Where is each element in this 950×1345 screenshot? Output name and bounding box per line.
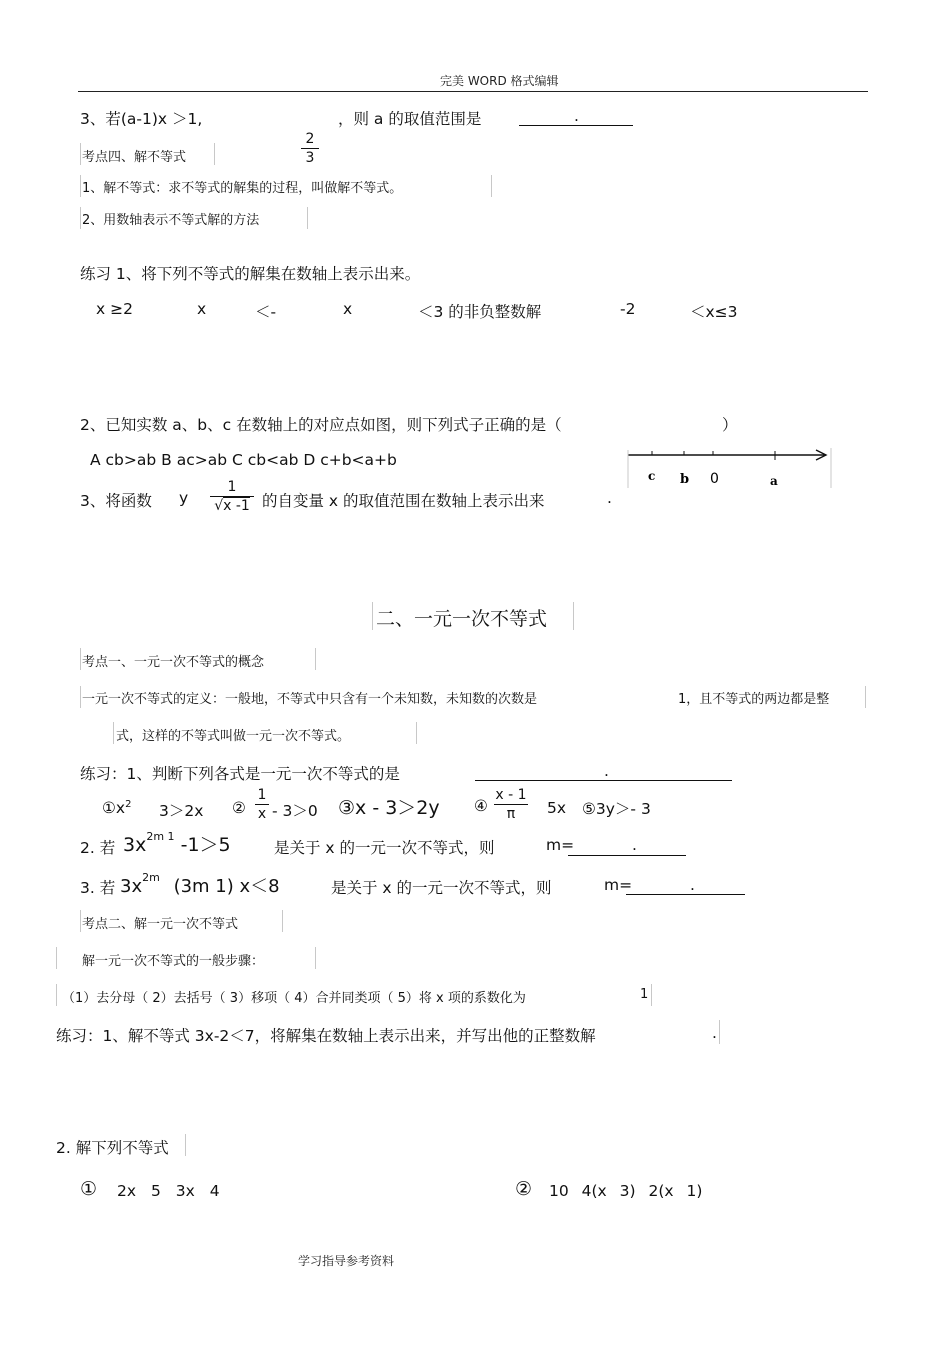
label-b: b xyxy=(680,472,690,487)
section2-title: 二、一元一次不等式 xyxy=(376,608,548,630)
ex3-prefix: 3. 若 xyxy=(80,879,116,897)
page-footer: 学习指导参考资料 xyxy=(298,1254,395,1268)
practice3-end: . xyxy=(607,489,612,507)
ex3-middle: 是关于 x 的一元一次不等式，则 xyxy=(331,879,552,897)
ex1-item4-frac xyxy=(494,787,528,822)
practice3-frac-den: x -1 xyxy=(223,498,250,514)
ex3-expr-base: 3x xyxy=(120,876,143,897)
ex2-middle: 是关于 x 的一元一次不等式，则 xyxy=(274,839,495,857)
ex1-item4-den: π xyxy=(506,806,516,822)
practice3-suffix: 的自变量 x 的取值范围在数轴上表示出来 xyxy=(262,492,545,510)
practice1-item-1: x ≥2 xyxy=(96,300,133,318)
q3-blank-dot: . xyxy=(574,107,579,125)
practice2-question: 2、已知实数 a、b、c 在数轴上的对应点如图，则下列式子正确的是（ xyxy=(80,416,562,434)
ex1-item3: ③x - 3＞2y xyxy=(338,797,440,819)
practice2-options: A cb>ab B ac>ab C cb<ab D c+b<a+b xyxy=(90,451,397,469)
ex1-intro: 练习：1、判断下列各式是一元一次不等式的是 xyxy=(80,765,400,783)
ex4-end: . xyxy=(712,1024,717,1042)
ex3-expr-sup: 2m xyxy=(142,871,160,884)
q3-fraction-bar xyxy=(301,148,319,149)
ex2-expr xyxy=(123,830,231,857)
point4-def1: 1、解不等式：求不等式的解集的过程，叫做解不等式。 xyxy=(82,181,403,196)
ex1-item1-rest: 3＞2x xyxy=(159,802,204,820)
ex5-b-expr: 10 4(x 3) 2(x 1) xyxy=(549,1182,703,1200)
ex3-expr xyxy=(120,872,280,898)
practice3-fraction xyxy=(210,479,254,514)
ex2-expr-base: 3x xyxy=(123,834,147,856)
label-c: c xyxy=(648,469,656,483)
ex1-item4: ④ xyxy=(474,797,488,815)
ex2-prefix: 2. 若 xyxy=(80,839,116,857)
ex3-dot: . xyxy=(690,876,695,894)
practice1-item-6: -2 xyxy=(620,300,636,318)
ex5-a-marker: ① xyxy=(80,1178,98,1200)
ex1-item1-base: ①x xyxy=(102,799,126,818)
point1-title: 考点一、一元一次不等式的概念 xyxy=(82,655,265,670)
definition-line2: 式，这样的不等式叫做一元一次不等式。 xyxy=(116,729,351,744)
ex1-item1-sup: 2 xyxy=(125,799,132,810)
practice3-y: y xyxy=(179,489,189,507)
definition-line1a: 一元一次不等式的定义：一般地，不等式中只含有一个未知数，未知数的次数是 xyxy=(82,692,538,707)
ex5-a-expr: 2x 5 3x 4 xyxy=(117,1182,220,1200)
ex1-dot: . xyxy=(604,762,609,780)
ex2-expr-rest: -1＞5 xyxy=(180,834,231,856)
practice1-item-4: x xyxy=(343,300,353,318)
practice1-item-2: x xyxy=(197,300,207,318)
ex1-item2-rest: - 3＞0 xyxy=(272,802,318,820)
point4-title: 考点四、解不等式 xyxy=(82,150,187,165)
q3-fraction-num: 2 xyxy=(305,131,315,147)
practice1-item-5: ＜3 的非负整数解 xyxy=(418,303,542,321)
point4-def2: 2、用数轴表示不等式解的方法 xyxy=(82,213,260,228)
ex2-expr-sup: 2m 1 xyxy=(146,829,175,843)
ex1-item5: ⑤3y＞- 3 xyxy=(582,800,651,818)
q3-fraction xyxy=(301,131,319,166)
practice2-close-paren: ） xyxy=(722,416,738,434)
practice3-frac-num: 1 xyxy=(227,479,237,495)
practice1-item-3: ＜- xyxy=(255,303,277,321)
page-header: 完美 WORD 格式编辑 xyxy=(440,74,559,88)
label-a: a xyxy=(770,474,778,488)
ex1-item4-num: x - 1 xyxy=(495,787,527,803)
practice1-item-7: ＜x≤3 xyxy=(690,303,738,321)
ex2-answer-blank xyxy=(568,854,686,856)
label-0: 0 xyxy=(710,471,719,487)
ex1-item4-rest: 5x xyxy=(547,799,567,817)
steps: （1）去分母（ 2）去括号（ 3）移项（ 4）合并同类项（ 5）将 x 项的系数化为 xyxy=(62,991,526,1006)
ex4-text: 练习：1、解不等式 3x-2＜7，将解集在数轴上表示出来，并写出他的正整数解 xyxy=(56,1027,596,1045)
ex3-answer-blank xyxy=(626,893,745,895)
ex1-item2-frac xyxy=(255,787,269,822)
number-line-figure xyxy=(626,448,836,490)
ex1-item4-bar xyxy=(494,804,528,805)
q3-fraction-den: 3 xyxy=(305,150,315,166)
practice3-frac-den-wrap xyxy=(210,498,254,514)
ex3-m: m= xyxy=(604,876,633,894)
steps-title: 解一元一次不等式的一般步骤： xyxy=(82,954,265,969)
ex2-m: m= xyxy=(546,836,575,854)
practice3-prefix: 3、将函数 xyxy=(80,492,152,510)
header-rule xyxy=(78,91,868,92)
ex1-item2-num: 1 xyxy=(257,787,267,803)
ex3-expr-rest: (3m 1) x＜8 xyxy=(173,876,280,897)
sqrt-icon: √ xyxy=(214,498,224,514)
point2-title: 考点二、解一元一次不等式 xyxy=(82,917,239,932)
ex5-title: 2. 解下列不等式 xyxy=(56,1139,169,1157)
ex1-item1 xyxy=(102,799,131,817)
q3-middle: ，则 a 的取值范围是 xyxy=(338,110,482,128)
steps-end: 1 xyxy=(640,987,649,1002)
definition-line1b: 1，且不等式的两边都是整 xyxy=(678,692,830,707)
ex1-item2-bar xyxy=(255,804,269,805)
ex5-b-marker: ② xyxy=(515,1178,533,1200)
practice1-intro: 练习 1、将下列不等式的解集在数轴上表示出来。 xyxy=(80,265,421,283)
ex1-item2-den: x xyxy=(257,806,267,822)
q3-prefix: 3、若(a-1)x ＞1, xyxy=(80,110,203,128)
ex2-dot: . xyxy=(632,836,637,854)
ex1-item2: ② xyxy=(232,799,246,817)
